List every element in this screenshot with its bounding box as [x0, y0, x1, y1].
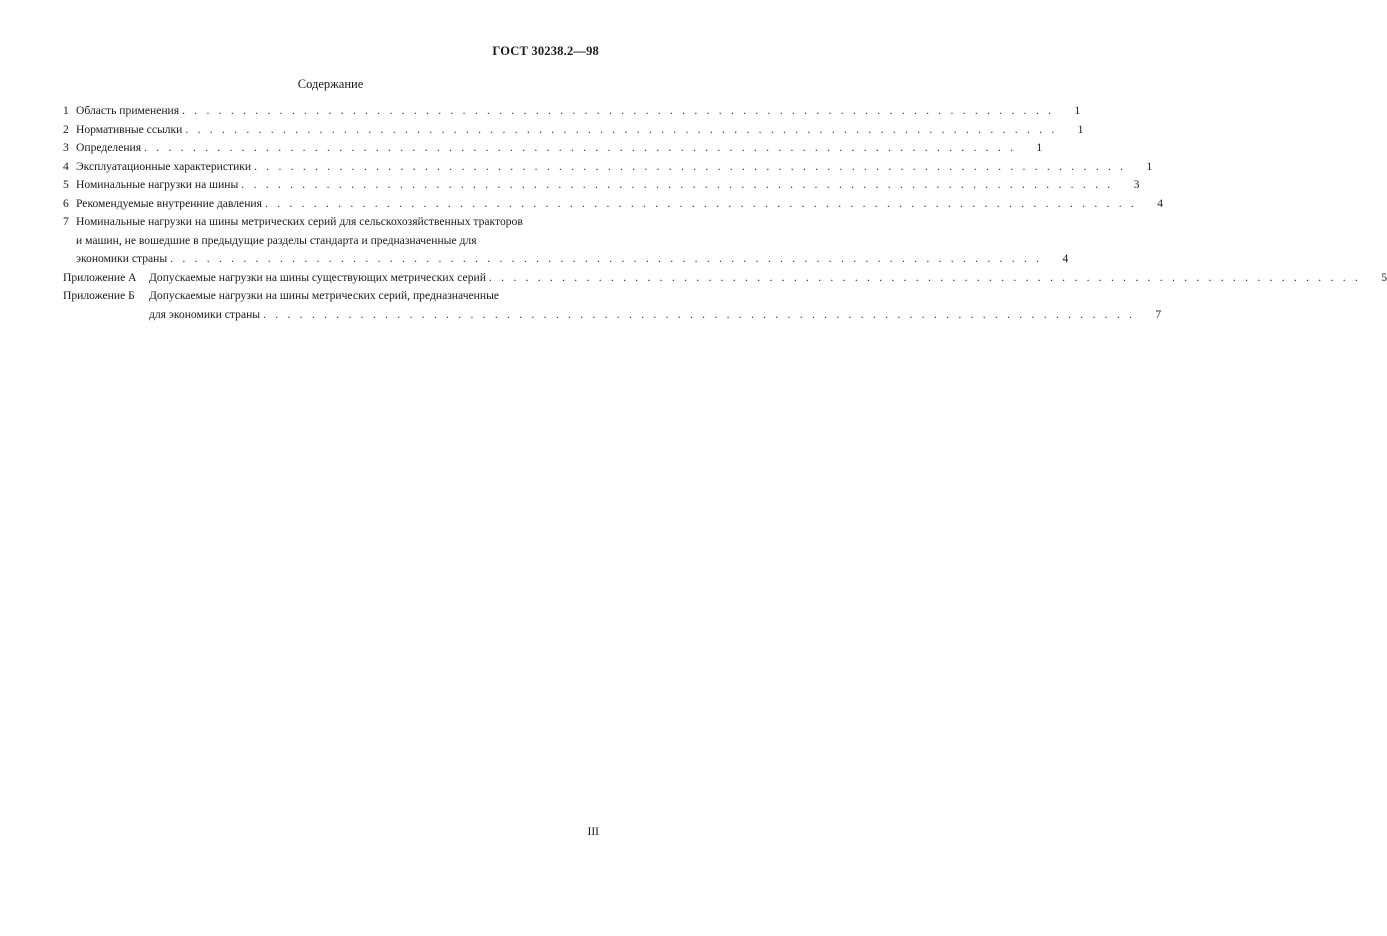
toc-item-label: Номинальные нагрузки на шины: [76, 178, 239, 191]
toc-leader-dots: . . . . . . . . . . . . . . . . . . . . . . . . . . . . . . . . . . . . . . . . . . . . . . . . . . . . . . . . . . . . . . . . . . . . . . . .: [488, 270, 1361, 284]
toc-item-5[interactable]: [63, 176, 1140, 195]
toc-item-number: 1: [63, 104, 69, 117]
toc-item-page: 3: [1133, 178, 1140, 191]
toc-item-2[interactable]: [63, 121, 1084, 140]
toc-leader-dots: . . . . . . . . . . . . . . . . . . . . . . . . . . . . . . . . . . . . . . . . . . . . . . . . . . . . . . . . . . . . . . . . . . . . . . . .: [254, 159, 1127, 173]
toc-item-number: 3: [63, 141, 69, 154]
toc-item-page: 1: [1146, 159, 1153, 173]
toc-item-6[interactable]: [63, 195, 1164, 214]
toc-item-label-line1: Номинальные нагрузки на шины метрических серий для сельскохозяйственных тракторов: [76, 215, 523, 228]
appendix-prefix: Приложение Б: [63, 289, 135, 302]
toc-item-label-line2: для экономики страны: [149, 307, 261, 321]
toc-item-label-line3: экономики страны: [76, 252, 168, 265]
toc-leader-dots: . . . . . . . . . . . . . . . . . . . . . . . . . . . . . . . . . . . . . . . . . . . . . . . . . . . . . . . . . . . . . . . . . . . . . . . .: [264, 196, 1138, 210]
toc-item-7[interactable]: [63, 213, 1069, 269]
toc-item-page: 4: [1157, 196, 1164, 210]
toc-leader-dots: . . . . . . . . . . . . . . . . . . . . . . . . . . . . . . . . . . . . . . . . . . . . . . . . . . . . . . . . . . . . . . . . . . . . . . . .: [185, 122, 1058, 136]
toc-item-page: 4: [1062, 252, 1069, 265]
toc-item-label: Нормативные ссылки: [76, 122, 183, 136]
toc-item-3[interactable]: [63, 139, 1043, 158]
table-of-contents: [63, 102, 1387, 324]
toc-item-page: 1: [1074, 104, 1081, 117]
toc-item-number: 6: [63, 196, 69, 210]
appendix-prefix: Приложение А: [63, 270, 137, 284]
toc-item-page: 7: [1155, 307, 1162, 321]
toc-item-4[interactable]: [63, 158, 1153, 177]
toc-appendix-b[interactable]: [63, 287, 1162, 324]
toc-item-label-line2: и машин, не вошедшие в предыдущие разделы стандарта и предназначенные для: [76, 233, 477, 247]
toc-leader-dots: . . . . . . . . . . . . . . . . . . . . . . . . . . . . . . . . . . . . . . . . . . . . . . . . . . . . . . . . . . . . . . . . . . . . . . . .: [182, 104, 1055, 117]
toc-item-number: 7: [63, 215, 69, 228]
toc-item-label: Рекомендуемые внутренние давления: [76, 196, 262, 210]
toc-leader-dots: . . . . . . . . . . . . . . . . . . . . . . . . . . . . . . . . . . . . . . . . . . . . . . . . . . . . . . . . . . . . . . . . . . . . . . . .: [263, 307, 1136, 321]
toc-item-1[interactable]: [63, 102, 1081, 121]
toc-item-label-line1: Допускаемые нагрузки на шины метрических серий, предназначенные: [149, 289, 500, 302]
toc-item-number: 2: [63, 122, 69, 136]
toc-item-number: 4: [63, 159, 69, 173]
toc-appendix-a[interactable]: [63, 269, 1387, 288]
toc-item-label: Область применения: [76, 104, 180, 117]
toc-item-page: 5: [1381, 270, 1387, 284]
toc-item-number: 5: [63, 178, 69, 191]
document-code: ГОСТ 30238.2—98: [492, 44, 599, 58]
toc-leader-dots: . . . . . . . . . . . . . . . . . . . . . . . . . . . . . . . . . . . . . . . . . . . . . . . . . . . . . . . . . . . . . . . . . . . . . . . .: [170, 252, 1043, 265]
toc-leader-dots: . . . . . . . . . . . . . . . . . . . . . . . . . . . . . . . . . . . . . . . . . . . . . . . . . . . . . . . . . . . . . . . . . . . . . . . .: [241, 178, 1114, 191]
toc-item-label: Допускаемые нагрузки на шины существующих метрических серий: [149, 270, 486, 284]
toc-title: Содержание: [297, 77, 364, 91]
toc-leader-dots: . . . . . . . . . . . . . . . . . . . . . . . . . . . . . . . . . . . . . . . . . . . . . . . . . . . . . . . . . . . . . . . . . . . . . . . .: [144, 141, 1017, 154]
toc-item-page: 1: [1077, 122, 1084, 136]
page-number: III: [587, 826, 599, 838]
toc-item-label: Определения: [76, 141, 142, 154]
toc-item-label: Эксплуатационные характеристики: [76, 159, 252, 173]
toc-item-page: 1: [1036, 141, 1043, 154]
